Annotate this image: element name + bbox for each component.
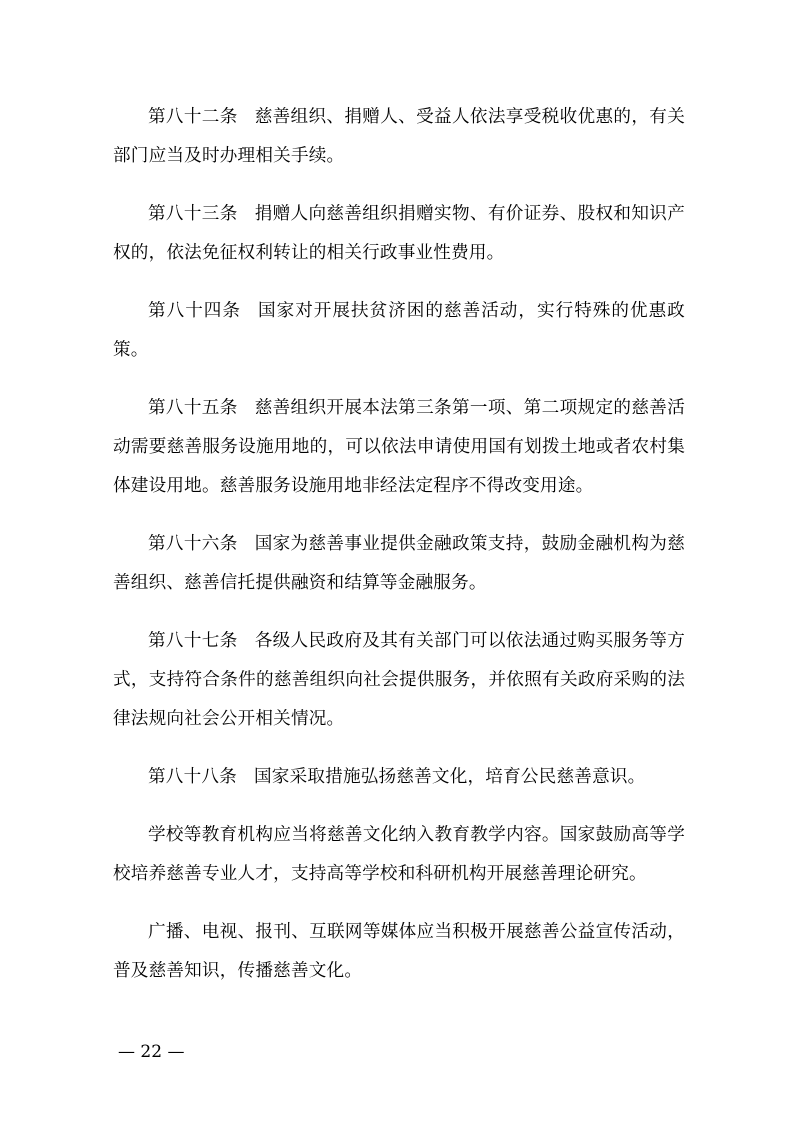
paragraph-media: 广播、电视、报刊、互联网等媒体应当积极开展慈善公益宣传活动，普及慈善知识，传播慈善文化。 [113,922,685,981]
article-85 [113,389,685,506]
document-body [113,98,685,1010]
article-text: 各级人民政府及其有关部门可以依法通过购买服务等方式，支持符合条件的慈善组织向社会提供服务，并依照有关政府采购的法律法规向社会公开相关情况。 [113,631,685,729]
article-number: 第八十二条 [148,107,238,127]
article-number: 第八十四条 [148,301,241,321]
article-text: 国家为慈善事业提供金融政策支持，鼓励金融机构为慈善组织、慈善信托提供融资和结算等金融服务。 [113,534,685,593]
article-88 [113,758,685,797]
article-number: 第八十七条 [148,631,238,651]
article-text: 国家对开展扶贫济困的慈善活动，实行特殊的优惠政策。 [113,301,685,360]
article-87 [113,622,685,739]
article-86 [113,525,685,603]
article-text: 国家采取措施弘扬慈善文化，培育公民慈善意识。 [253,767,646,787]
article-number: 第八十六条 [148,534,238,554]
page-number: — 22 — [118,1042,185,1062]
article-text: 慈善组织、捐赠人、受益人依法享受税收优惠的，有关部门应当及时办理相关手续。 [113,107,685,166]
article-number: 第八十五条 [148,398,238,418]
article-text: 捐赠人向慈善组织捐赠实物、有价证券、股权和知识产权的，依法免征权利转让的相关行政事业性费用。 [113,204,685,263]
article-number: 第八十八条 [148,767,237,787]
article-text: 慈善组织开展本法第三条第一项、第二项规定的慈善活动需要慈善服务设施用地的，可以依法申请使用国有划拨土地或者农村集体建设用地。慈善服务设施用地非经法定程序不得改变用途。 [113,398,685,496]
paragraph-education: 学校等教育机构应当将慈善文化纳入教育教学内容。国家鼓励高等学校培养慈善专业人才，支持高等学校和科研机构开展慈善理论研究。 [113,825,685,884]
article-number: 第八十三条 [148,204,238,224]
article-82 [113,98,685,176]
article-83 [113,195,685,273]
article-84 [113,292,685,370]
